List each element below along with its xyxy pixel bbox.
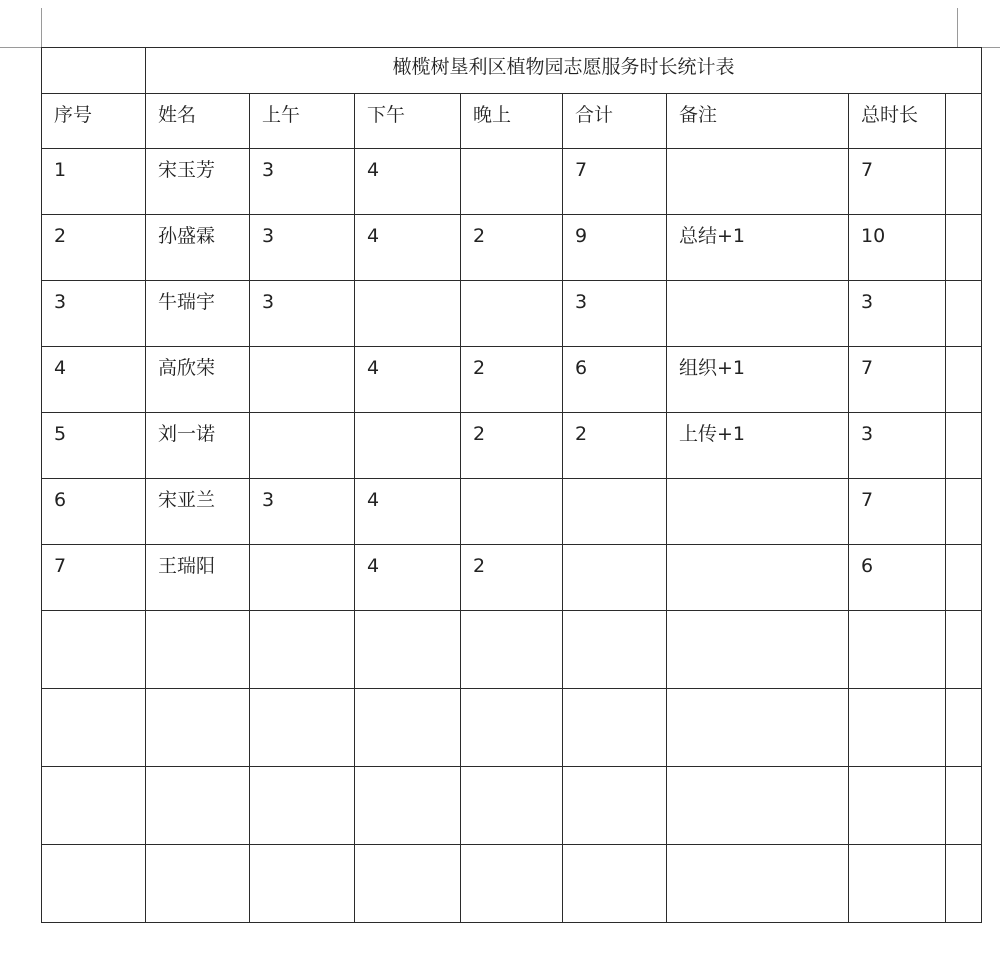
cell-text: 4: [367, 555, 380, 577]
cell-text: [667, 281, 848, 290]
empty-cell[interactable]: [946, 767, 982, 845]
table-row: [42, 215, 982, 281]
cell-text: 4: [367, 159, 380, 181]
cell-text: 5: [54, 423, 67, 445]
cell-note[interactable]: [667, 479, 849, 545]
cell-name[interactable]: [146, 215, 250, 281]
cell-text: 3: [262, 489, 275, 511]
empty-cell[interactable]: [42, 767, 146, 845]
empty-cell[interactable]: [146, 845, 250, 923]
cell-no[interactable]: [42, 281, 146, 347]
cell-text: 2: [473, 225, 486, 247]
cell-text: 1: [54, 159, 67, 181]
cell-afternoon[interactable]: [355, 479, 461, 545]
empty-table-row: [42, 611, 982, 689]
cell-text: [250, 545, 354, 554]
empty-cell[interactable]: [849, 689, 946, 767]
cell-evening[interactable]: [461, 413, 563, 479]
header-label: 姓名: [158, 104, 197, 126]
page-corner-guide-left: [41, 8, 42, 48]
cell-afternoon[interactable]: [355, 215, 461, 281]
cell-subtotal[interactable]: [563, 149, 667, 215]
cell-name[interactable]: [146, 149, 250, 215]
empty-cell[interactable]: [146, 767, 250, 845]
cell-text: [355, 413, 460, 422]
cell-total[interactable]: [849, 281, 946, 347]
cell-extra[interactable]: [946, 149, 982, 215]
cell-no[interactable]: [42, 149, 146, 215]
cell-extra[interactable]: [946, 545, 982, 611]
cell-text: 孙盛霖: [158, 225, 216, 247]
cell-text: 3: [861, 423, 874, 445]
table-row: [42, 149, 982, 215]
cell-morning[interactable]: [250, 479, 355, 545]
cell-no[interactable]: [42, 413, 146, 479]
empty-cell[interactable]: [42, 611, 146, 689]
cell-text: 高欣荣: [158, 357, 216, 379]
cell-text: 牛瑞宇: [158, 291, 216, 313]
cell-text: 3: [54, 291, 67, 313]
empty-table-row: [42, 767, 982, 845]
cell-text: 3: [262, 291, 275, 313]
cell-name[interactable]: [146, 545, 250, 611]
empty-cell[interactable]: [563, 689, 667, 767]
cell-text: 3: [262, 225, 275, 247]
empty-cell[interactable]: [42, 689, 146, 767]
table-row: [42, 545, 982, 611]
cell-text: 宋亚兰: [158, 489, 216, 511]
empty-cell[interactable]: [849, 767, 946, 845]
header-label: 晚上: [473, 104, 512, 126]
cell-text: [461, 149, 562, 158]
empty-cell[interactable]: [355, 767, 461, 845]
cell-evening[interactable]: [461, 215, 563, 281]
cell-text: 7: [861, 489, 874, 511]
cell-afternoon[interactable]: [355, 281, 461, 347]
cell-text: 10: [861, 225, 886, 247]
page-corner-guide-right: [957, 8, 958, 48]
empty-cell[interactable]: [250, 689, 355, 767]
cell-text: 2: [575, 423, 588, 445]
cell-text: 2: [473, 555, 486, 577]
cell-text: 7: [575, 159, 588, 181]
empty-table-row: [42, 689, 982, 767]
empty-cell[interactable]: [461, 689, 563, 767]
cell-no[interactable]: [42, 347, 146, 413]
cell-text: 4: [54, 357, 67, 379]
cell-afternoon[interactable]: [355, 347, 461, 413]
empty-cell[interactable]: [563, 845, 667, 923]
title-row: [42, 48, 982, 94]
cell-morning[interactable]: [250, 347, 355, 413]
empty-cell[interactable]: [250, 845, 355, 923]
empty-table-row: [42, 845, 982, 923]
header-row: [42, 94, 982, 149]
cell-total[interactable]: [849, 149, 946, 215]
cell-afternoon[interactable]: [355, 149, 461, 215]
header-label: 下午: [367, 104, 406, 126]
cell-text: [250, 347, 354, 356]
cell-text: 4: [367, 225, 380, 247]
empty-cell[interactable]: [946, 611, 982, 689]
cell-no[interactable]: [42, 479, 146, 545]
cell-text: [563, 479, 666, 488]
header-cell-extra[interactable]: [946, 94, 982, 149]
cell-evening[interactable]: [461, 281, 563, 347]
empty-cell[interactable]: [946, 845, 982, 923]
empty-cell[interactable]: [667, 767, 849, 845]
cell-subtotal[interactable]: [563, 347, 667, 413]
cell-morning[interactable]: [250, 281, 355, 347]
empty-cell[interactable]: [146, 689, 250, 767]
cell-subtotal[interactable]: [563, 413, 667, 479]
header-cell-subtotal[interactable]: [563, 94, 667, 149]
cell-name[interactable]: [146, 479, 250, 545]
cell-text: 总结+1: [679, 225, 746, 247]
header-label: 合计: [575, 104, 614, 126]
cell-text: 2: [473, 423, 486, 445]
header-label: 上午: [262, 104, 301, 126]
empty-cell[interactable]: [667, 611, 849, 689]
cell-text: 7: [861, 159, 874, 181]
cell-text: [461, 479, 562, 488]
cell-subtotal[interactable]: [563, 281, 667, 347]
cell-text: 2: [473, 357, 486, 379]
cell-text: [667, 479, 848, 488]
empty-cell[interactable]: [667, 845, 849, 923]
cell-note[interactable]: [667, 215, 849, 281]
empty-cell[interactable]: [849, 845, 946, 923]
cell-text: 刘一诺: [158, 423, 216, 445]
cell-text: 2: [54, 225, 67, 247]
cell-text: 6: [861, 555, 874, 577]
cell-note[interactable]: [667, 149, 849, 215]
cell-text: [563, 545, 666, 554]
cell-extra[interactable]: [946, 347, 982, 413]
header-cell-morning[interactable]: [250, 94, 355, 149]
empty-cell[interactable]: [355, 689, 461, 767]
cell-no[interactable]: [42, 545, 146, 611]
header-label: 总时长: [861, 104, 919, 126]
cell-text: [461, 281, 562, 290]
table-row: [42, 347, 982, 413]
empty-cell[interactable]: [946, 689, 982, 767]
cell-note[interactable]: [667, 413, 849, 479]
header-label: [946, 94, 981, 103]
cell-total[interactable]: [849, 413, 946, 479]
empty-cell[interactable]: [667, 689, 849, 767]
cell-text: 6: [575, 357, 588, 379]
cell-text: 组织+1: [679, 357, 746, 379]
cell-text: [250, 413, 354, 422]
empty-cell[interactable]: [42, 845, 146, 923]
header-cell-afternoon[interactable]: [355, 94, 461, 149]
empty-cell[interactable]: [461, 767, 563, 845]
cell-morning[interactable]: [250, 215, 355, 281]
cell-name[interactable]: [146, 281, 250, 347]
cell-text: 3: [575, 291, 588, 313]
table-row: [42, 413, 982, 479]
empty-cell[interactable]: [563, 611, 667, 689]
cell-text: 3: [861, 291, 874, 313]
empty-cell[interactable]: [250, 767, 355, 845]
cell-note[interactable]: [667, 545, 849, 611]
header-label: 备注: [679, 104, 718, 126]
cell-text: 4: [367, 357, 380, 379]
table-row: [42, 479, 982, 545]
table-title: 橄榄树垦利区植物园志愿服务时长统计表: [392, 56, 735, 78]
cell-evening[interactable]: [461, 545, 563, 611]
header-cell-no[interactable]: [42, 94, 146, 149]
empty-cell[interactable]: [563, 767, 667, 845]
cell-text: 4: [367, 489, 380, 511]
volunteer-hours-table: [41, 47, 982, 923]
cell-note[interactable]: [667, 281, 849, 347]
cell-extra[interactable]: [946, 281, 982, 347]
header-label: 序号: [54, 104, 93, 126]
cell-afternoon[interactable]: [355, 413, 461, 479]
empty-cell[interactable]: [461, 611, 563, 689]
cell-text: 王瑞阳: [158, 555, 216, 577]
cell-text: [667, 545, 848, 554]
cell-evening[interactable]: [461, 149, 563, 215]
cell-text: 3: [262, 159, 275, 181]
header-cell-name[interactable]: [146, 94, 250, 149]
cell-extra[interactable]: [946, 413, 982, 479]
cell-name[interactable]: [146, 347, 250, 413]
cell-subtotal[interactable]: [563, 479, 667, 545]
cell-morning[interactable]: [250, 545, 355, 611]
cell-extra[interactable]: [946, 215, 982, 281]
cell-note[interactable]: [667, 347, 849, 413]
table-row: [42, 281, 982, 347]
cell-text: 宋玉芳: [158, 159, 216, 181]
empty-cell[interactable]: [355, 611, 461, 689]
empty-cell[interactable]: [849, 611, 946, 689]
cell-total[interactable]: [849, 545, 946, 611]
cell-no[interactable]: [42, 215, 146, 281]
cell-text: 9: [575, 225, 588, 247]
cell-text: [667, 149, 848, 158]
cell-text: 上传+1: [679, 423, 746, 445]
table-title-cell[interactable]: [146, 48, 982, 94]
empty-cell[interactable]: [355, 845, 461, 923]
cell-extra[interactable]: [946, 479, 982, 545]
empty-cell[interactable]: [250, 611, 355, 689]
cell-total[interactable]: [849, 347, 946, 413]
cell-text: 7: [861, 357, 874, 379]
cell-afternoon[interactable]: [355, 545, 461, 611]
header-cell-total[interactable]: [849, 94, 946, 149]
cell-text: 6: [54, 489, 67, 511]
header-cell-evening[interactable]: [461, 94, 563, 149]
cell-morning[interactable]: [250, 149, 355, 215]
cell-subtotal[interactable]: [563, 545, 667, 611]
cell-evening[interactable]: [461, 347, 563, 413]
cell-subtotal[interactable]: [563, 215, 667, 281]
empty-cell[interactable]: [146, 611, 250, 689]
cell-total[interactable]: [849, 215, 946, 281]
header-cell-note[interactable]: [667, 94, 849, 149]
title-blank-cell[interactable]: [42, 48, 146, 94]
cell-morning[interactable]: [250, 413, 355, 479]
cell-text: 7: [54, 555, 67, 577]
cell-total[interactable]: [849, 479, 946, 545]
cell-name[interactable]: [146, 413, 250, 479]
empty-cell[interactable]: [461, 845, 563, 923]
cell-text: [355, 281, 460, 290]
cell-evening[interactable]: [461, 479, 563, 545]
